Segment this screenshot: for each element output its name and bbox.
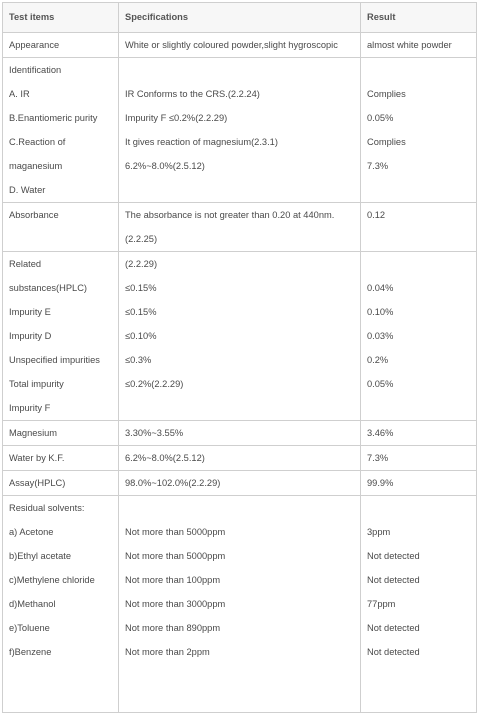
cell-line: substances(HPLC) [9, 283, 88, 293]
cell-line: A. IR [9, 89, 30, 99]
specification-cell [119, 496, 361, 713]
result-cell [361, 252, 477, 421]
cell-line: 0.05% [367, 113, 394, 123]
cell-line: Magnesium [9, 428, 58, 438]
cell-line: b)Ethyl acetate [9, 551, 72, 561]
cell-line [125, 58, 360, 82]
test-item-cell [3, 33, 119, 58]
specification-cell [119, 203, 361, 252]
cell-line: Complies [367, 137, 406, 147]
cell-line: Not more than 100ppm [125, 575, 221, 585]
cell-line: It gives reaction of magnesium(2.3.1) [125, 137, 278, 147]
table-row [3, 496, 477, 713]
cell-line: Complies [367, 89, 406, 99]
cell-line: Impurity F [9, 403, 51, 413]
cell-line: f)Benzene [9, 647, 52, 657]
table-row [3, 446, 477, 471]
cell-line: d)Methanol [9, 599, 56, 609]
result-cell [361, 58, 477, 203]
test-item-cell [3, 446, 119, 471]
cell-line [9, 227, 118, 251]
cell-line: White or slightly coloured powder,slight hygroscopic [125, 40, 338, 50]
header-result: Result [361, 3, 477, 33]
cell-line: ≤0.15% [125, 283, 157, 293]
cell-line: 0.12 [367, 210, 386, 220]
cell-line: Impurity E [9, 307, 51, 317]
cell-line: IR Conforms to the CRS.(2.2.24) [125, 89, 260, 99]
cell-line: 3.30%~3.55% [125, 428, 184, 438]
cell-line [125, 396, 360, 420]
cell-line: 7.3% [367, 161, 389, 171]
specification-cell [119, 252, 361, 421]
cell-line: ≤0.10% [125, 331, 157, 341]
cell-line: Unspecified impurities [9, 355, 100, 365]
cell-line: 0.10% [367, 307, 394, 317]
cell-line: Not more than 890ppm [125, 623, 221, 633]
cell-line: Not detected [367, 647, 420, 657]
header-row [3, 3, 477, 33]
test-item-cell [3, 421, 119, 446]
header-test-items: Test items [3, 3, 119, 33]
cell-line: Absorbance [9, 210, 59, 220]
cell-line: Not detected [367, 575, 420, 585]
cell-line: a) Acetone [9, 527, 54, 537]
cell-line [125, 496, 360, 520]
cell-line: Not detected [367, 551, 420, 561]
result-cell [361, 496, 477, 713]
cell-line: The absorbance is not greater than 0.20 at 440nm. [125, 210, 335, 220]
cell-line: ≤0.2%(2.2.29) [125, 379, 184, 389]
cell-line [367, 227, 476, 251]
table-row [3, 33, 477, 58]
header-specifications: Specifications [119, 3, 361, 33]
test-item-cell [3, 471, 119, 496]
cell-line: 3.46% [367, 428, 394, 438]
cell-line: Not more than 5000ppm [125, 551, 226, 561]
result-cell [361, 203, 477, 252]
cell-line: 6.2%~8.0%(2.5.12) [125, 161, 205, 171]
cell-line [367, 396, 476, 420]
cell-line: Identification [9, 65, 62, 75]
cell-line: c)Methylene chloride [9, 575, 95, 585]
cell-line: 0.03% [367, 331, 394, 341]
table-row [3, 471, 477, 496]
cell-line: 0.2% [367, 355, 389, 365]
cell-line: D. Water [9, 185, 46, 195]
cell-line: Appearance [9, 40, 60, 50]
cell-line: Not more than 3000ppm [125, 599, 226, 609]
test-item-cell [3, 58, 119, 203]
cell-line: 98.0%~102.0%(2.2.29) [125, 478, 221, 488]
cell-line: (2.2.29) [125, 259, 158, 269]
cell-line: 3ppm [367, 527, 391, 537]
cell-line: e)Toluene [9, 623, 50, 633]
table-row [3, 252, 477, 421]
cell-line: 99.9% [367, 478, 394, 488]
cell-line [367, 252, 476, 276]
specification-table [2, 2, 477, 713]
cell-line: 0.04% [367, 283, 394, 293]
specification-cell [119, 33, 361, 58]
result-cell [361, 446, 477, 471]
cell-line: Water by K.F. [9, 453, 65, 463]
cell-line: ≤0.15% [125, 307, 157, 317]
table-body [3, 33, 477, 713]
cell-line: Related [9, 259, 42, 269]
specification-cell [119, 421, 361, 446]
result-cell [361, 471, 477, 496]
cell-line: B.Enantiomeric purity [9, 113, 98, 123]
result-cell [361, 33, 477, 58]
cell-line: 7.3% [367, 453, 389, 463]
cell-line: 6.2%~8.0%(2.5.12) [125, 453, 205, 463]
cell-line [367, 178, 476, 202]
table-row [3, 58, 477, 203]
cell-line: almost white powder [367, 40, 452, 50]
cell-line: Impurity F ≤0.2%(2.2.29) [125, 113, 228, 123]
cell-line [125, 178, 360, 202]
test-item-cell [3, 496, 119, 713]
cell-line: Impurity D [9, 331, 52, 341]
cell-line: maganesium [9, 161, 63, 171]
cell-line: Not more than 2ppm [125, 647, 210, 657]
cell-line: Assay(HPLC) [9, 478, 66, 488]
cell-line: Residual solvents: [9, 503, 85, 513]
test-item-cell [3, 252, 119, 421]
specification-cell [119, 471, 361, 496]
specification-cell [119, 58, 361, 203]
cell-line: Not more than 5000ppm [125, 527, 226, 537]
cell-line: C.Reaction of [9, 137, 66, 147]
test-item-cell [3, 203, 119, 252]
table-row [3, 421, 477, 446]
cell-line: (2.2.25) [125, 234, 158, 244]
specification-cell [119, 446, 361, 471]
cell-line: ≤0.3% [125, 355, 152, 365]
cell-line: 77ppm [367, 599, 396, 609]
cell-line: Not detected [367, 623, 420, 633]
cell-line: 0.05% [367, 379, 394, 389]
cell-line [367, 58, 476, 82]
result-cell [361, 421, 477, 446]
table-row [3, 203, 477, 252]
cell-line: Total impurity [9, 379, 64, 389]
cell-line [367, 496, 476, 520]
